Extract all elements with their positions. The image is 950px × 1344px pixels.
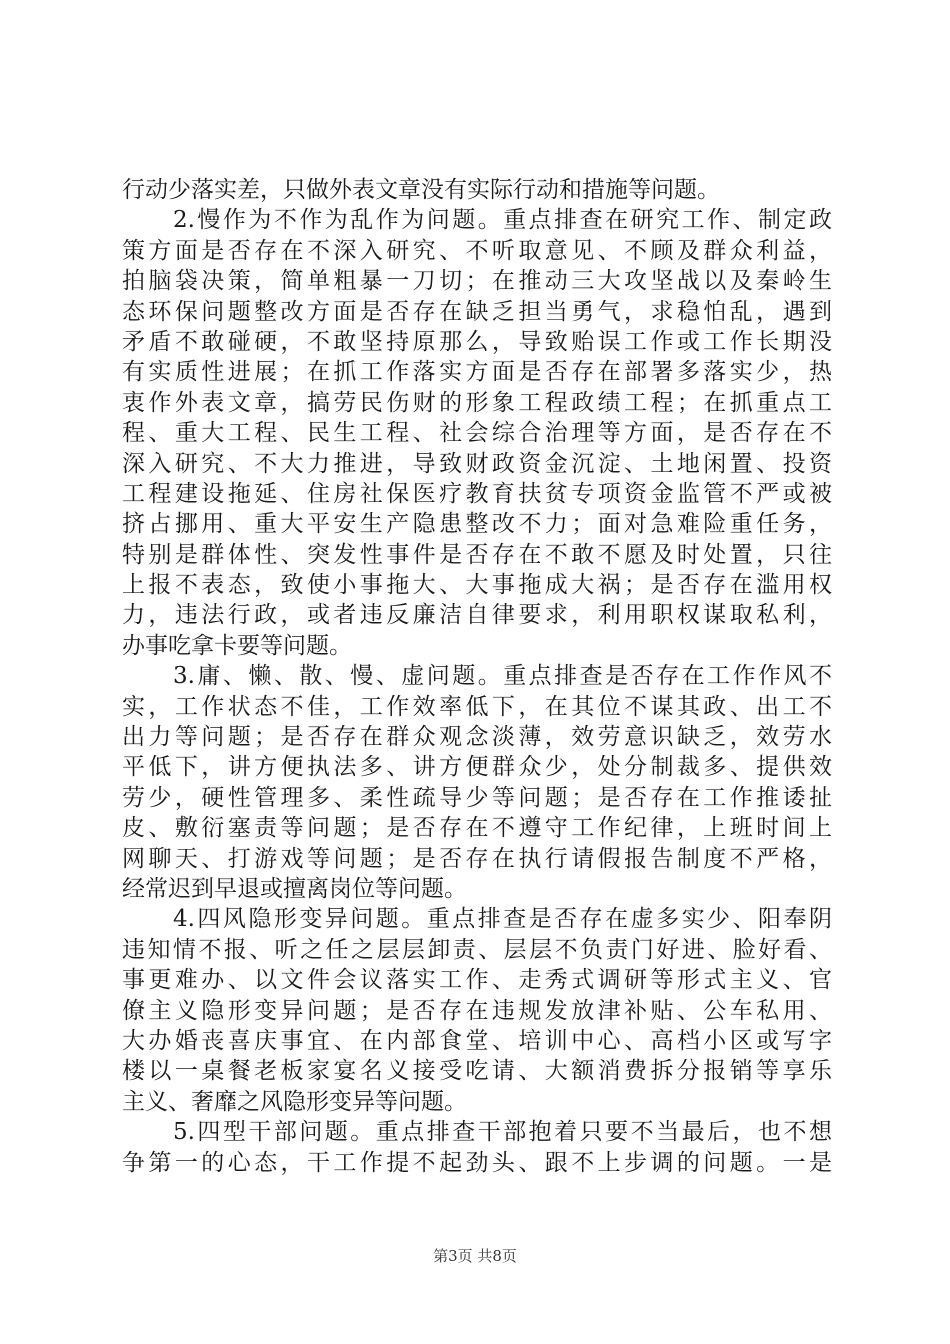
text-line: 衷作外表文章，搞劳民伤财的形象工程政绩工程；在抓重点工 <box>122 389 832 416</box>
text-line: 大办婚丧喜庆事宜、在内部食堂、培训中心、高档小区或写字 <box>122 1027 832 1054</box>
text-line: 特别是群体性、突发性事件是否存在不敢不愿及时处置，只往 <box>122 541 832 568</box>
text-line: 经常迟到早退或擅离岗位等问题。 <box>122 875 467 902</box>
text-line: 拍脑袋决策，简单粗暴一刀切；在推动三大攻坚战以及秦岭生 <box>122 268 832 295</box>
text-line: 策方面是否存在不深入研究、不听取意见、不顾及群众利益， <box>122 237 832 264</box>
text-line: 2.慢作为不作为乱作为问题。重点排查在研究工作、制定政 <box>122 207 832 234</box>
text-line: 争第一的心态，干工作提不起劲头、跟不上步调的问题。一是 <box>122 1149 832 1176</box>
text-line: 皮、敷衍塞责等问题；是否存在不遵守工作纪律，上班时间上 <box>122 815 832 842</box>
text-line: 5.四型干部问题。重点排查干部抱着只要不当最后，也不想 <box>122 1119 832 1146</box>
text-line: 僚主义隐形变异问题；是否存在违规发放津补贴、公车私用、 <box>122 997 832 1024</box>
text-line: 主义、奢靡之风隐形变异等问题。 <box>122 1088 467 1115</box>
text-line: 工程建设拖延、住房社保医疗教育扶贫专项资金监管不严或被 <box>122 480 832 507</box>
text-line: 挤占挪用、重大平安生产隐患整改不力；面对急难险重任务， <box>122 511 832 538</box>
text-line: 态环保问题整改方面是否存在缺乏担当勇气，求稳怕乱，遇到 <box>122 298 832 325</box>
text-line: 4.四风隐形变异问题。重点排查是否存在虚多实少、阳奉阴 <box>122 906 832 933</box>
text-line: 3.庸、懒、散、慢、虚问题。重点排查是否存在工作作风不 <box>122 663 832 690</box>
text-line: 矛盾不敢碰硬，不敢坚持原那么，导致贻误工作或工作长期没 <box>122 328 832 355</box>
text-line: 办事吃拿卡要等问题。 <box>122 632 352 659</box>
text-line: 网聊天、打游戏等问题；是否存在执行请假报告制度不严格， <box>122 845 832 872</box>
text-line: 力，违法行政，或者违反廉洁自律要求，利用职权谋取私利， <box>122 602 832 629</box>
text-line: 有实质性进展；在抓工作落实方面是否存在部署多落实少，热 <box>122 359 832 386</box>
text-line: 程、重大工程、民生工程、社会综合治理等方面，是否存在不 <box>122 420 832 447</box>
text-line: 平低下，讲方便执法多、讲方便群众少，处分制裁多、提供效 <box>122 754 832 781</box>
body-text <box>122 175 832 1178</box>
text-line: 实，工作状态不佳，工作效率低下，在其位不谋其政、出工不 <box>122 693 832 720</box>
text-line: 深入研究、不大力推进，导致财政资金沉淀、土地闲置、投资 <box>122 450 832 477</box>
text-line: 事更难办、以文件会议落实工作、走秀式调研等形式主义、官 <box>122 967 832 994</box>
page-footer: 第3页 共8页 <box>433 1247 517 1265</box>
text-line: 楼以一桌餐老板家宴名义接受吃请、大额消费拆分报销等享乐 <box>122 1058 832 1085</box>
text-line: 违知情不报、听之任之层层卸责、层层不负责门好进、脸好看、 <box>122 936 832 963</box>
text-line: 上报不表态，致使小事拖大、大事拖成大祸；是否存在滥用权 <box>122 572 832 599</box>
text-line: 行动少落实差，只做外表文章没有实际行动和措施等问题。 <box>122 177 720 203</box>
text-line: 出力等问题；是否存在群众观念淡薄，效劳意识缺乏，效劳水 <box>122 724 832 751</box>
text-line: 劳少，硬性管理多、柔性疏导少等问题；是否存在工作推诿扯 <box>122 784 832 811</box>
